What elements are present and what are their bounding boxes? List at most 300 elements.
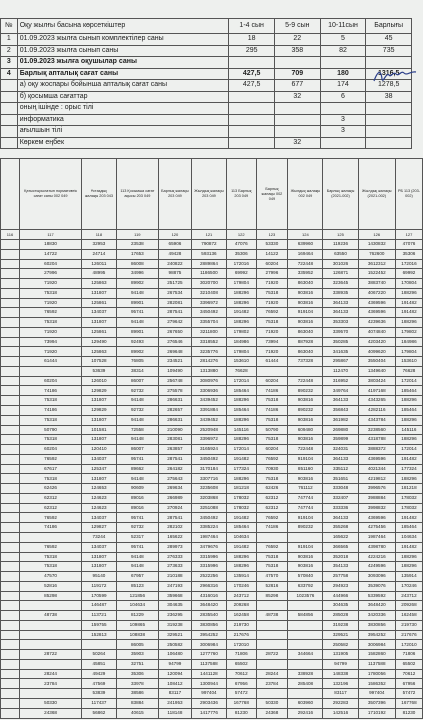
table-cell: 27996: [256, 269, 288, 279]
table-cell: 76592: [20, 454, 82, 464]
table-cell: [1, 620, 20, 630]
table-cell: 172016: [227, 259, 257, 269]
table-cell: 3396972: [191, 435, 226, 445]
table-cell: 275643: [158, 474, 191, 484]
summary-row: [1, 45, 412, 57]
table-cell: 217676: [395, 630, 422, 640]
table-cell: 131807: [82, 415, 117, 425]
table-cell: 107528: [82, 357, 117, 367]
table-cell: 76592: [256, 454, 288, 464]
table-cell: 185464: [227, 406, 257, 416]
table-cell: 1780056: [358, 669, 395, 679]
grid-column-header: 113 Барлық 203 049: [227, 159, 257, 230]
table-cell: 890232: [288, 406, 323, 416]
table-cell: 108412: [158, 679, 191, 689]
row-grades-5-9: [274, 103, 320, 115]
table-cell: 126871: [323, 269, 358, 279]
table-cell: 40615: [116, 708, 158, 718]
table-cell: 170246: [227, 581, 257, 591]
table-row: [1, 474, 423, 484]
summary-table: [0, 18, 412, 149]
table-cell: 33978: [116, 679, 158, 689]
table-row: [1, 620, 423, 630]
table-cell: [288, 630, 323, 640]
table-cell: 53839: [82, 689, 117, 699]
table-cell: 74186: [20, 386, 82, 396]
table-cell: 28722: [20, 650, 82, 660]
table-cell: 94148: [116, 562, 158, 572]
table-cell: 275578: [158, 386, 191, 396]
table-cell: 210188: [158, 572, 191, 582]
table-cell: 361982: [323, 415, 358, 425]
row-total: [366, 114, 412, 126]
row-grades-1-4: [229, 57, 275, 69]
column-number: 124: [288, 230, 323, 240]
table-cell: 50330: [20, 698, 82, 708]
table-cell: 4369596: [358, 454, 395, 464]
table-cell: 919104: [288, 513, 323, 523]
table-cell: 188296: [227, 435, 257, 445]
row-number: [1, 91, 18, 103]
table-cell: 185464: [395, 406, 422, 416]
table-cell: 86007: [116, 445, 158, 455]
table-cell: [20, 689, 82, 699]
row-indicator: оның ішінде : орыс тілі: [17, 103, 229, 115]
table-cell: 1313880: [191, 366, 226, 376]
table-cell: 3648420: [191, 601, 226, 611]
table-cell: 188296: [227, 318, 257, 328]
table-cell: 38586: [116, 689, 158, 699]
row-total: 1278,5: [366, 80, 412, 92]
table-cell: 903816: [288, 288, 323, 298]
table-cell: 3450492: [191, 308, 226, 318]
table-cell: 338935: [323, 288, 358, 298]
table-cell: 179804: [227, 279, 257, 289]
table-cell: 177324: [227, 464, 257, 474]
table-cell: 24714: [82, 249, 117, 259]
table-cell: 67957: [116, 572, 158, 582]
table-cell: [1, 698, 20, 708]
table-cell: 5339592: [358, 591, 395, 601]
table-cell: 4318788: [358, 435, 395, 445]
table-cell: 92732: [116, 406, 158, 416]
table-cell: 129490: [82, 337, 117, 347]
table-cell: [1, 689, 20, 699]
table-cell: 294923: [323, 581, 358, 591]
table-cell: 185464: [395, 386, 422, 396]
table-cell: 4275456: [358, 523, 395, 533]
table-cell: 2889864: [191, 259, 226, 269]
table-cell: 339570: [323, 327, 358, 337]
table-cell: 633792: [288, 581, 323, 591]
table-cell: 74186: [20, 523, 82, 533]
table-cell: 83117: [323, 689, 358, 699]
table-cell: 131807: [82, 318, 117, 328]
table-cell: 17653: [116, 249, 158, 259]
table-cell: 120410: [82, 445, 117, 455]
table-cell: 188296: [395, 396, 422, 406]
table-cell: 3385224: [191, 523, 226, 533]
row-grades-10-11: 6: [320, 91, 366, 103]
table-cell: 364133: [323, 308, 358, 318]
table-cell: 104634: [395, 532, 422, 542]
table-cell: [288, 640, 323, 650]
table-cell: 28722: [256, 650, 288, 660]
table-cell: 167768: [395, 698, 422, 708]
table-cell: 179802: [395, 327, 422, 337]
table-cell: 65502: [395, 659, 422, 669]
table-cell: [256, 366, 288, 376]
table-cell: 52816: [20, 581, 82, 591]
table-cell: 95741: [116, 454, 158, 464]
table-cell: 997404: [358, 689, 395, 699]
table-cell: 1186500: [191, 269, 226, 279]
table-cell: 737328: [288, 357, 323, 367]
table-row: [1, 386, 423, 396]
table-cell: 4197168: [358, 386, 395, 396]
table-cell: 903816: [288, 298, 323, 308]
table-cell: 74186: [20, 406, 82, 416]
table-cell: 3439452: [191, 415, 226, 425]
table-cell: 131905: [323, 650, 358, 660]
table-cell: 3830856: [358, 620, 395, 630]
table-cell: 273633: [158, 562, 191, 572]
table-cell: 4219812: [358, 474, 395, 484]
table-cell: 129827: [82, 523, 117, 533]
table-cell: 335112: [323, 464, 358, 474]
table-cell: [1, 396, 20, 406]
table-row: [1, 503, 423, 513]
table-row: [1, 415, 423, 425]
table-row: [1, 630, 423, 640]
table-cell: 47076: [395, 240, 422, 250]
table-cell: 356843: [323, 406, 358, 416]
column-number: 123: [256, 230, 288, 240]
table-cell: 24368: [20, 708, 82, 718]
table-cell: 56862: [82, 708, 117, 718]
grid-column-header: Барлық жалақы (2021-002): [323, 159, 358, 230]
table-cell: [20, 601, 82, 611]
table-cell: 3803424: [358, 376, 395, 386]
column-number: 122: [227, 230, 257, 240]
table-cell: [1, 552, 20, 562]
table-cell: 264182: [158, 464, 191, 474]
table-cell: 3539076: [358, 581, 395, 591]
table-cell: 75318: [20, 552, 82, 562]
table-cell: 329521: [323, 630, 358, 640]
table-cell: 131807: [82, 288, 117, 298]
table-cell: 903816: [288, 318, 323, 328]
row-total: 45: [366, 34, 412, 46]
table-cell: 181218: [227, 484, 257, 494]
table-cell: 172014: [227, 445, 257, 455]
table-cell: 903816: [288, 435, 323, 445]
table-cell: 188296: [227, 298, 257, 308]
table-cell: 4239636: [358, 318, 395, 328]
table-row: [1, 435, 423, 445]
table-cell: 124623: [82, 503, 117, 513]
table-cell: [256, 532, 288, 542]
table-row: [1, 532, 423, 542]
table-cell: 89662: [116, 464, 158, 474]
table-cell: 75318: [20, 288, 82, 298]
table-cell: 2966316: [191, 581, 226, 591]
table-cell: 83117: [158, 689, 191, 699]
table-cell: 75318: [256, 474, 288, 484]
summary-row: [1, 34, 412, 46]
table-cell: 276333: [158, 552, 191, 562]
table-cell: 170599: [82, 591, 117, 601]
table-cell: 863040: [288, 279, 323, 289]
table-cell: 45851: [82, 659, 117, 669]
row-grades-10-11: 174: [320, 80, 366, 92]
table-cell: 178032: [227, 493, 257, 503]
table-cell: 18830: [20, 240, 82, 250]
table-cell: 69992: [227, 269, 257, 279]
row-grades-1-4: [229, 91, 275, 103]
table-cell: 75318: [20, 562, 82, 572]
summary-row: [1, 114, 412, 126]
table-cell: [1, 288, 20, 298]
table-cell: 286631: [158, 415, 191, 425]
table-cell: 119236: [323, 240, 358, 250]
table-cell: [1, 445, 20, 455]
table-cell: 75318: [256, 562, 288, 572]
table-cell: 81229: [116, 611, 158, 621]
table-cell: 191482: [227, 513, 257, 523]
row-number: [1, 126, 18, 138]
table-row: [1, 269, 423, 279]
table-cell: 747744: [288, 503, 323, 513]
table-cell: 863040: [288, 347, 323, 357]
table-cell: 1987464: [358, 532, 395, 542]
table-cell: 329521: [158, 630, 191, 640]
row-number: [1, 103, 18, 115]
table-cell: 191482: [227, 542, 257, 552]
row-grades-1-4: [229, 126, 275, 138]
table-cell: 3203868: [191, 493, 226, 503]
table-cell: 3391884: [191, 406, 226, 416]
table-cell: [1, 611, 20, 621]
table-cell: [1, 318, 20, 328]
table-cell: 61444: [256, 357, 288, 367]
row-grades-5-9: 358: [274, 45, 320, 57]
grid-column-header: 113 Қосымша сағат ақысы 203 049: [116, 159, 158, 230]
table-cell: 269648: [158, 347, 191, 357]
table-cell: 65906: [158, 240, 191, 250]
summary-row: [1, 68, 412, 80]
table-cell: 131807: [82, 435, 117, 445]
row-grades-1-4: 18: [229, 34, 275, 46]
table-cell: 3315996: [191, 562, 226, 572]
column-number: 118: [82, 230, 117, 240]
table-cell: 35903: [116, 650, 158, 660]
table-cell: [1, 708, 20, 718]
row-grades-1-4: [229, 103, 275, 115]
table-cell: 185464: [227, 523, 257, 533]
table-cell: 71806: [227, 650, 257, 660]
table-cell: 304635: [158, 601, 191, 611]
table-cell: 62426: [256, 484, 288, 494]
table-row: [1, 484, 423, 494]
table-cell: 722448: [288, 259, 323, 269]
table-cell: 94148: [116, 318, 158, 328]
table-cell: 240822: [158, 259, 191, 269]
table-cell: 24368: [256, 708, 288, 718]
table-cell: 890232: [288, 386, 323, 396]
table-row: [1, 581, 423, 591]
table-cell: 61444: [20, 357, 82, 367]
table-cell: 76592: [256, 513, 288, 523]
table-cell: [1, 269, 20, 279]
row-indicator: б) қосымша сағаттар: [17, 91, 229, 103]
column-number: 119: [116, 230, 158, 240]
grid-column-header: Жылдық жалақы 002 049: [288, 159, 323, 230]
row-number: [1, 137, 18, 149]
table-cell: 70612: [395, 669, 422, 679]
table-cell: 71920: [256, 298, 288, 308]
table-cell: 81230: [395, 708, 422, 718]
table-cell: 3006984: [358, 640, 395, 650]
summary-row: [1, 91, 412, 103]
table-cell: 73244: [82, 532, 117, 542]
table-cell: 722448: [288, 376, 323, 386]
table-cell: 177324: [395, 464, 422, 474]
table-cell: [1, 669, 20, 679]
table-cell: 126011: [82, 259, 117, 269]
table-cell: 210090: [158, 425, 191, 435]
table-cell: 53330: [256, 240, 288, 250]
table-row: [1, 357, 423, 367]
table-cell: 38314: [116, 366, 158, 376]
table-cell: 178032: [227, 503, 257, 513]
table-cell: 75318: [20, 318, 82, 328]
table-cell: 1522452: [358, 269, 395, 279]
table-cell: 282102: [158, 523, 191, 533]
table-cell: 209268: [227, 601, 257, 611]
row-grades-10-11: [320, 137, 366, 149]
table-row: [1, 318, 423, 328]
table-cell: 104634: [227, 532, 257, 542]
table-cell: [1, 513, 20, 523]
table-cell: 1137588: [358, 659, 395, 669]
table-cell: 364133: [323, 298, 358, 308]
table-cell: 3210408: [191, 288, 226, 298]
table-cell: [82, 640, 117, 650]
table-cell: 282081: [158, 298, 191, 308]
table-cell: 236295: [158, 611, 191, 621]
table-cell: [1, 630, 20, 640]
table-row: [1, 542, 423, 552]
table-cell: 351651: [323, 474, 358, 484]
table-cell: 3830856: [191, 620, 226, 630]
table-cell: 3439452: [191, 396, 226, 406]
table-cell: 191482: [227, 454, 257, 464]
table-row: [1, 669, 423, 679]
table-cell: [1, 249, 20, 259]
table-cell: 890232: [288, 523, 323, 533]
table-cell: 95741: [116, 542, 158, 552]
table-cell: 178032: [395, 493, 422, 503]
table-cell: 124623: [82, 493, 117, 503]
handwritten-signature: [372, 66, 418, 86]
table-cell: 60204: [20, 259, 82, 269]
table-cell: 3093096: [358, 572, 395, 582]
table-cell: 332407: [323, 493, 358, 503]
table-cell: 89901: [116, 298, 158, 308]
table-cell: 131807: [82, 396, 117, 406]
table-cell: [1, 581, 20, 591]
row-indicator: 01.09.2023 жылға сынып саны: [17, 45, 229, 57]
table-cell: 3020700: [191, 279, 226, 289]
table-cell: 118148: [158, 708, 191, 718]
table-cell: 62312: [20, 503, 82, 513]
table-cell: [288, 620, 323, 630]
row-grades-10-11: 3: [320, 126, 366, 138]
table-cell: 903816: [288, 415, 323, 425]
table-row: [1, 288, 423, 298]
table-cell: 286631: [158, 396, 191, 406]
table-cell: [288, 532, 323, 542]
table-cell: [1, 435, 20, 445]
table-cell: 49429: [82, 669, 117, 679]
table-cell: 76628: [227, 366, 257, 376]
row-grades-10-11: 82: [320, 45, 366, 57]
table-cell: 104634: [116, 601, 158, 611]
table-cell: 71920: [256, 279, 288, 289]
table-cell: 75318: [256, 396, 288, 406]
grid-column-header: Қатыстырылатын нормативтік сағат саны 002 049: [20, 159, 82, 230]
table-cell: 35306: [116, 669, 158, 679]
table-cell: 108838: [116, 630, 158, 640]
column-number: 120: [158, 230, 191, 240]
table-cell: 188296: [395, 435, 422, 445]
table-cell: 4398780: [358, 542, 395, 552]
table-cell: 32751: [116, 659, 158, 669]
table-cell: 191482: [395, 308, 422, 318]
table-cell: 4343265: [358, 396, 395, 406]
table-cell: 57472: [395, 689, 422, 699]
table-cell: 14722: [20, 249, 82, 259]
table-cell: 184986: [395, 337, 422, 347]
header-indicator: Оқу жылғы басына көрсеткіштер: [17, 19, 229, 34]
row-indicator: информатика: [17, 114, 229, 126]
table-cell: 188296: [227, 415, 257, 425]
table-cell: 191482: [227, 308, 257, 318]
table-cell: 74186: [256, 386, 288, 396]
table-row: [1, 240, 423, 250]
table-cell: 132196: [323, 679, 358, 689]
table-cell: 60204: [256, 259, 288, 269]
table-cell: [1, 425, 20, 435]
table-cell: 217676: [227, 630, 257, 640]
table-cell: [1, 532, 20, 542]
row-number: [1, 80, 18, 92]
table-cell: 92732: [116, 386, 158, 396]
table-cell: 209268: [395, 601, 422, 611]
table-cell: [1, 542, 20, 552]
table-cell: [20, 532, 82, 542]
table-cell: 145116: [395, 425, 422, 435]
table-cell: 188296: [227, 288, 257, 298]
table-cell: 364133: [323, 396, 358, 406]
table-cell: 71920: [20, 298, 82, 308]
table-cell: 292416: [288, 708, 323, 718]
table-cell: [256, 640, 288, 650]
table-cell: 71920: [256, 327, 288, 337]
table-cell: 997404: [191, 689, 226, 699]
table-cell: 3315996: [191, 552, 226, 562]
